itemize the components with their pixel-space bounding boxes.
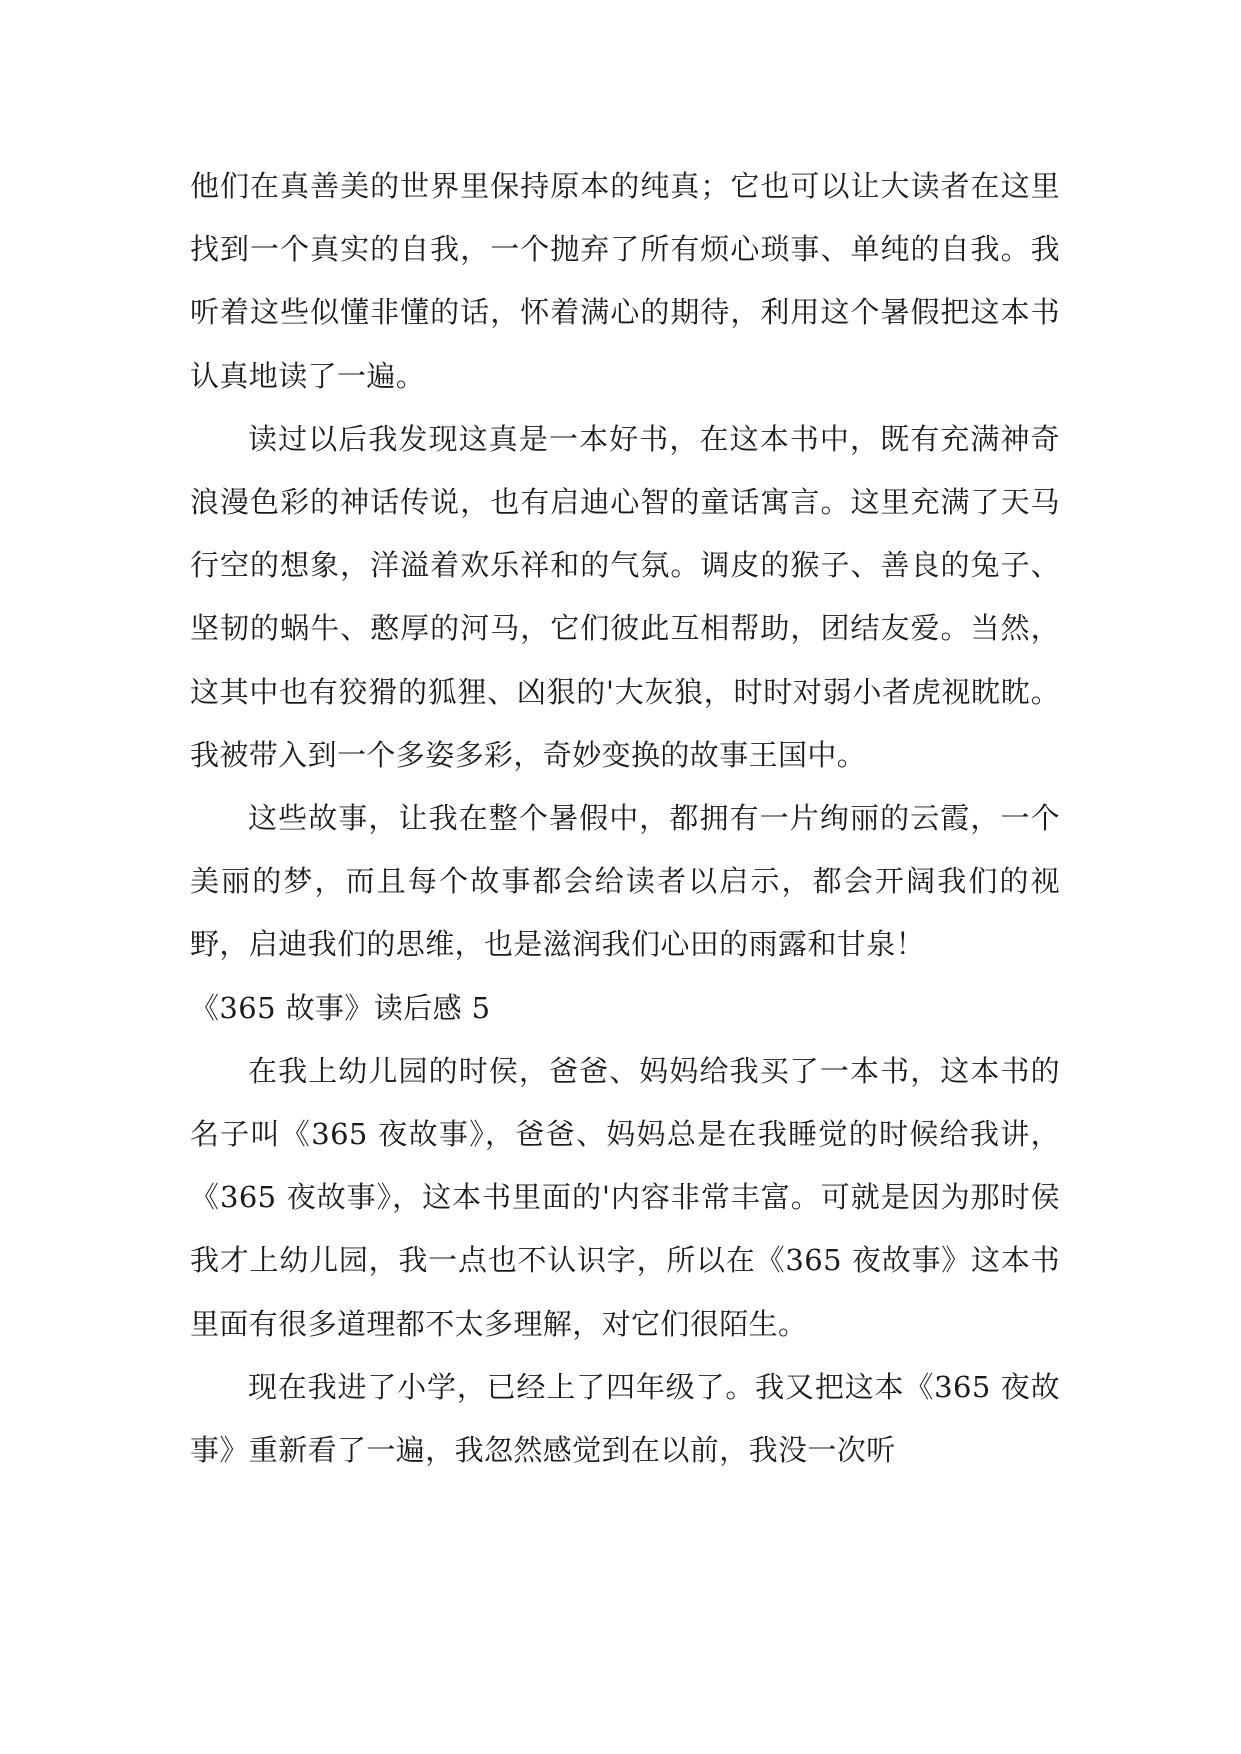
document-body [190, 155, 1060, 1482]
paragraph: 现在我进了小学，已经上了四年级了。我又把这本《365 夜故事》重新看了一遍，我忽然感觉到在以前，我没一次听 [190, 1369, 1060, 1468]
paragraph: 这些故事，让我在整个暑假中，都拥有一片绚丽的云霞，一个美丽的梦，而且每个故事都会给读者以启示，都会开阔我们的视野，启迪我们的思维，也是滋润我们心田的雨露和甘泉！ [190, 801, 1060, 962]
paragraph: 在我上幼儿园的时侯，爸爸、妈妈给我买了一本书，这本书的名子叫《365 夜故事》，爸爸、妈妈总是在我睡觉的时候给我讲，《365 夜故事》，这本书里面的'内容非常丰富。可就是因为那时侯我才上幼儿园，我一点也不认识字，所以在《365 夜故事》这本书里面有很多道理都不太多理解，对它们很陌生。 [190, 1053, 1060, 1341]
paragraph: 他们在真善美的世界里保持原本的纯真；它也可以让大读者在这里找到一个真实的自我，一个抛弃了所有烦心琐事、单纯的自我。我听着这些似懂非懂的话，怀着满心的期待，利用这个暑假把这本书认真地读了一遍。 [190, 169, 1060, 393]
section-title: 《365 故事》读后感 5 [190, 990, 491, 1025]
paragraph: 读过以后我发现这真是一本好书，在这本书中，既有充满神奇浪漫色彩的神话传说，也有启迪心智的童话寓言。这里充满了天马行空的想象，洋溢着欢乐祥和的气氛。调皮的猴子、善良的兔子、坚韧的蜗牛、憨厚的河马，它们彼此互相帮助，团结友爱。当然，这其中也有狡猾的狐狸、凶狠的'大灰狼，时时对弱小者虎视眈眈。我被带入到一个多姿多彩，奇妙变换的故事王国中。 [190, 421, 1060, 772]
